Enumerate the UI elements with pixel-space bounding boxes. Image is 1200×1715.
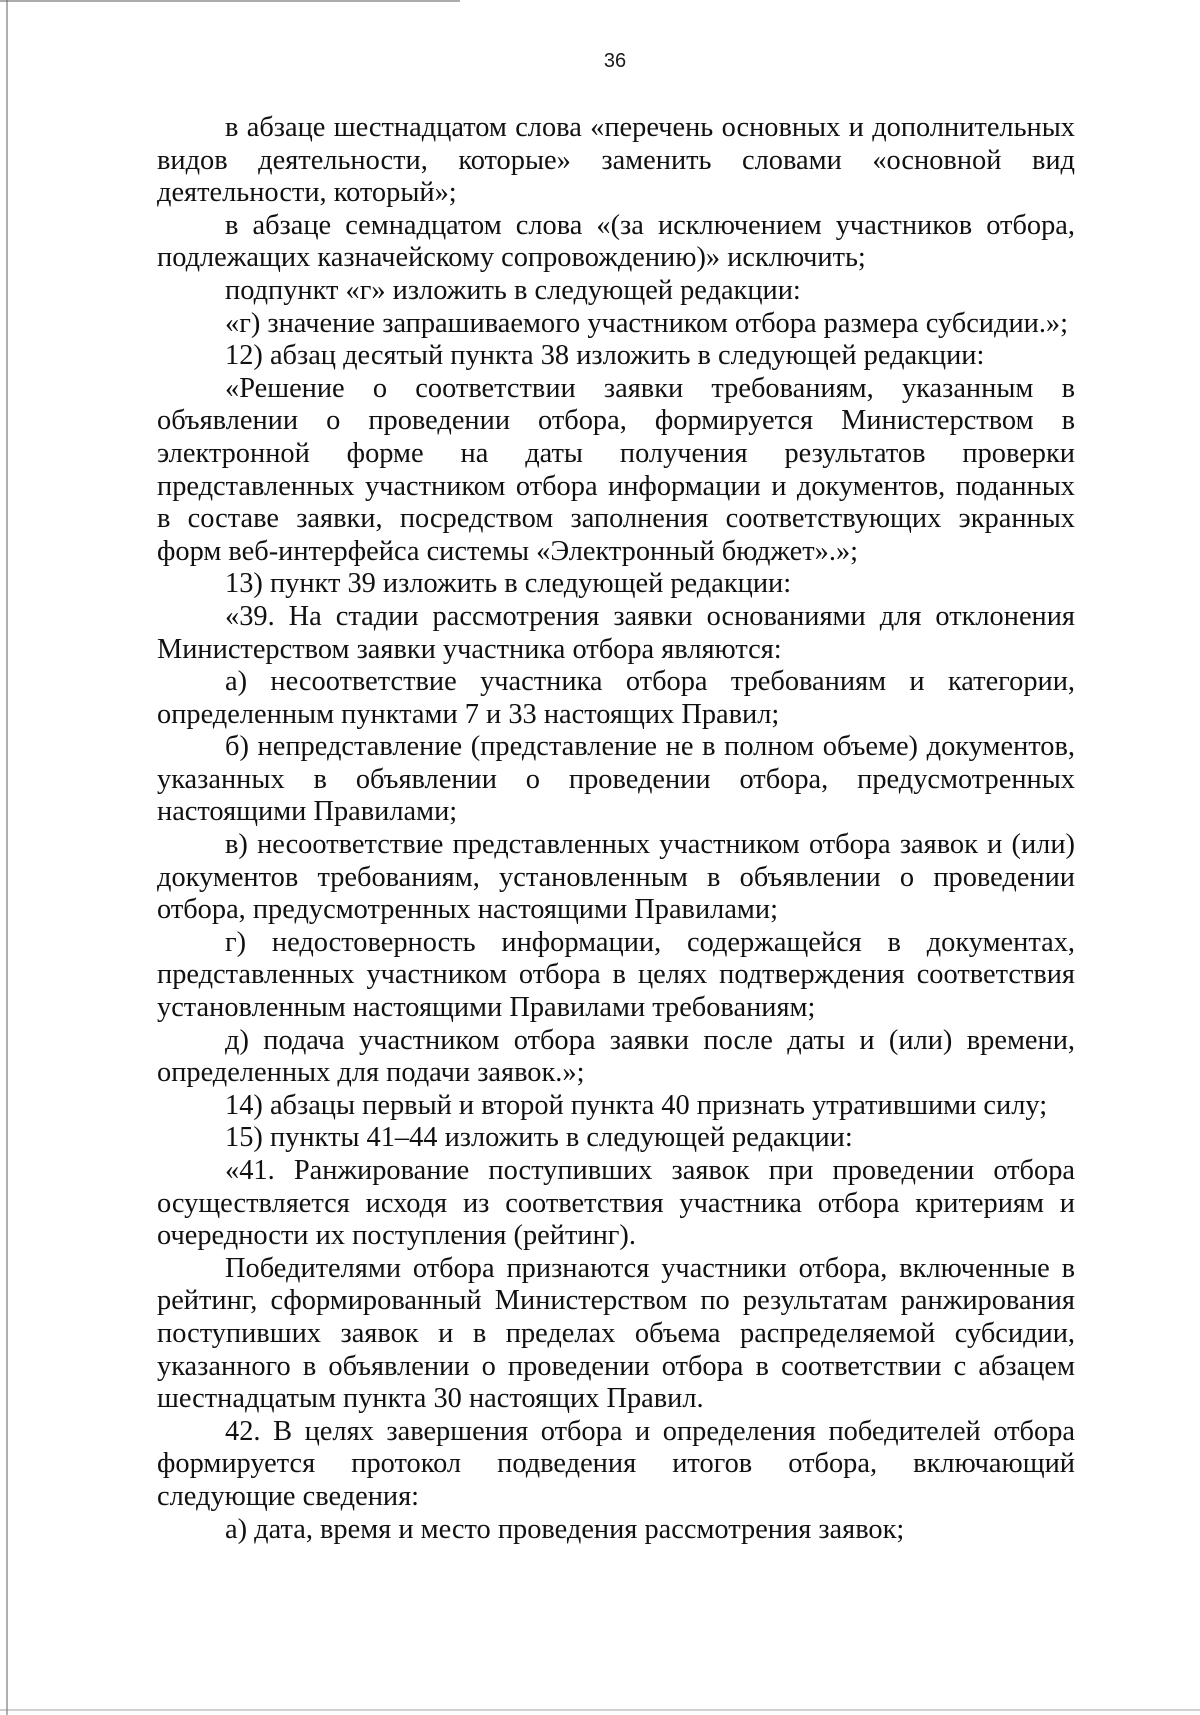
paragraph: 13) пункт 39 изложить в следующей редакции: bbox=[225, 568, 792, 600]
paragraph: Победителями отбора признаются участники отбора, включенные в рейтинг, сформированный Министерством по результатам ранжирования поступивших заявок и в пределах объема распределяемой субсидии, указанного в объявлении о проведении отбора в соответствии с абзацем шестнадцатым пункта 30 настоящих Правил. bbox=[157, 1252, 1075, 1415]
paragraph: а) дата, время и место проведения рассмотрения заявок; bbox=[225, 1513, 905, 1545]
paragraph: а) несоответствие участника отбора требованиям и категории, определенным пунктами 7 и 33 настоящих Правил; bbox=[157, 666, 1075, 730]
scan-edge-left bbox=[6, 0, 8, 1715]
paragraph: 14) абзацы первый и второй пункта 40 признать утратившими силу; bbox=[225, 1089, 1048, 1121]
paragraph: г) недостоверность информации, содержащейся в документах, представленных участником отбора в целях подтверждения соответствия установленным настоящими Правилами требованиям; bbox=[157, 926, 1075, 1024]
paragraph: б) непредставление (представление не в полном объеме) документов, указанных в объявлении о проведении отбора, предусмотренных настоящими Правилами; bbox=[157, 731, 1075, 828]
paragraph: «41. Ранжирование поступивших заявок при проведении отбора осуществляется исходя из соответствия участника отбора критериям и очередности их поступления (рейтинг). bbox=[157, 1155, 1075, 1252]
paragraph: «Решение о соответствии заявки требованиям, указанным в объявлении о проведении отбора, формируется Министерством в электронной форме на даты получения результатов проверки представленных участником отбора информации и документов, поданных в составе заявки, посредством заполнения соответствующих экранных форм веб-интерфейса системы «Электронный бюджет».»; bbox=[157, 372, 1075, 567]
scan-edge-bottom bbox=[0, 1709, 1200, 1711]
page-number: 36 bbox=[603, 50, 627, 72]
document-body bbox=[157, 112, 1075, 1546]
paragraph: «г) значение запрашиваемого участником отбора размера субсидии.»; bbox=[225, 307, 1069, 339]
paragraph: 42. В целях завершения отбора и определения победителей отбора формируется протокол подведения итогов отбора, включающий следующие сведения: bbox=[157, 1415, 1075, 1512]
paragraph: 15) пункты 41–44 изложить в следующей редакции: bbox=[225, 1122, 853, 1154]
paragraph: 12) абзац десятый пункта 38 изложить в следующей редакции: bbox=[225, 340, 985, 372]
paragraph: «39. На стадии рассмотрения заявки основаниями для отклонения Министерством заявки участника отбора являются: bbox=[157, 600, 1075, 665]
paragraph: в абзаце семнадцатом слова «(за исключением участников отбора, подлежащих казначейскому сопровождению)» исключить; bbox=[157, 209, 1075, 274]
scan-edge-top bbox=[0, 0, 460, 2]
paragraph: в) несоответствие представленных участником отбора заявок и (или) документов требованиям, установленным в объявлении о проведении отбора, предусмотренных настоящими Правилами; bbox=[157, 829, 1075, 926]
paragraph: подпункт «г» изложить в следующей редакции: bbox=[225, 274, 801, 306]
paragraph: д) подача участником отбора заявки после даты и (или) времени, определенных для подачи заявок.»; bbox=[157, 1024, 1075, 1089]
paragraph: в абзаце шестнадцатом слова «перечень основных и дополнительных видов деятельности, которые» заменить словами «основной вид деятельности, который»; bbox=[157, 112, 1075, 209]
